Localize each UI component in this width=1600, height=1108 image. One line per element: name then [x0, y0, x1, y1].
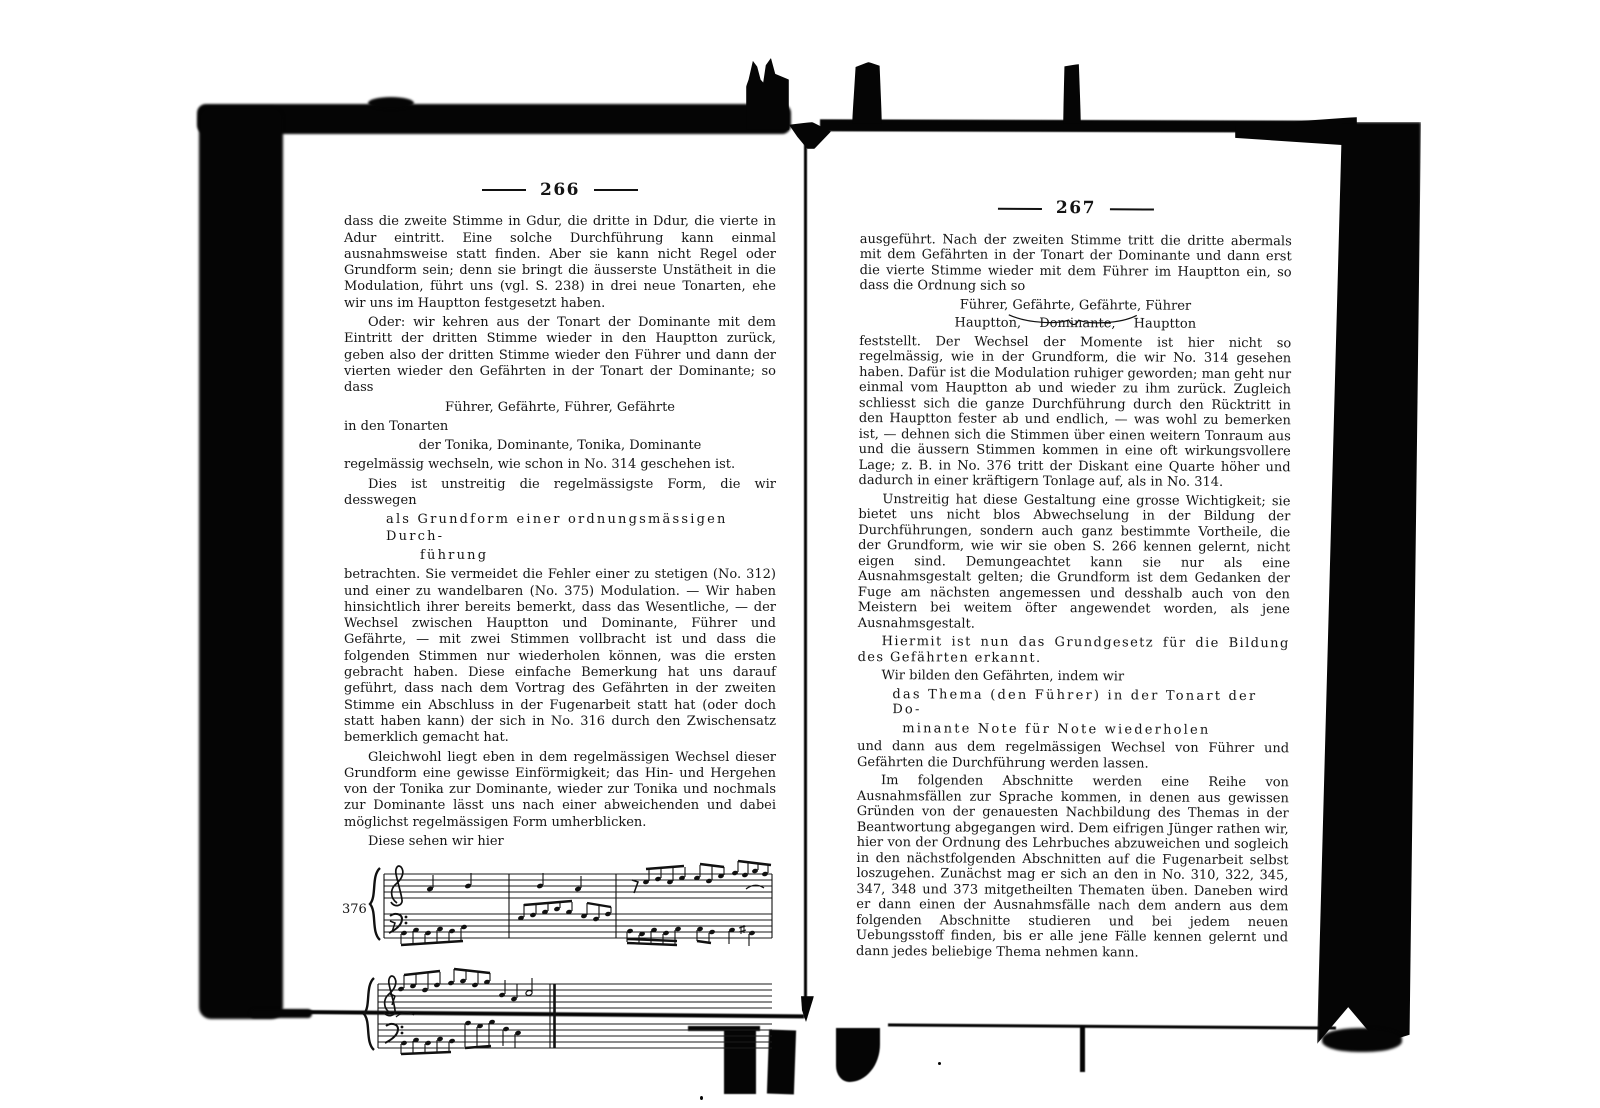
scan-tick-bottom [1080, 1026, 1085, 1072]
scan-speck [700, 1096, 703, 1100]
paragraph: und dann aus dem regelmässigen Wechsel von Führer und Gefährten die Durchführung werden lassen. [857, 738, 1290, 772]
page-266 [344, 182, 776, 1068]
paragraph: feststellt. Der Wechsel der Momente ist hier nicht so regelmässig, wie in der Grundform, die wir No. 314 gesehen haben. Dafür ist die Modulation ruhiger geworden; man geht nur einmal vom Hauptton ab und wieder zu ihm zurück. Zugleich schliesst sich die ganze Durchführung durch den Rücktritt in den Hauptton fester ab und endlich, — was wohl zu bemerken ist, — dehnen sich die Stimmen über einen weitern Tonraum aus und die äussern Stimmen kommen in eine oft wirkungsvollere Lage; z. B. in No. 376 tritt der Diskant eine Quarte höher und dadurch in einer kräftigern Tonlage auf, als in No. 314. [858, 333, 1292, 490]
page-header [860, 200, 1292, 218]
paragraph: Im folgenden Abschnitte werden eine Reihe von Ausnahmsfällen zur Sprache kommen, in denen aus gewissen Gründen von der genauesten Nachbildung des Themas in der Beantwortung abgegangen wird. Dem eifrigen Jünger rathen wir, hier von der Ordnung des Lehrbuches abzuweichen und sogleich in den nächstfolgenden Abschnitten auf die Fugenarbeit selbst loszugehen. Zunächst mag er sich an den in No. 310, 322, 345, 347, 348 und 373 mitgetheilten Thematen üben. Daneben wird er dann einen der Ausnahmsfälle nach dem andern aus dem folgenden Abschnitte studieren und bei jedem neuen Uebungsstoff finden, bis er alle jene Fälle kennen gelernt und dann jedes beliebige Thema nehmen kann. [856, 773, 1289, 960]
emphasis-paragraph: Hiermit ist nun das Grundgesetz für die Bildung des Gefährten erkannt. [857, 634, 1290, 666]
scan-border-top-left [197, 104, 791, 134]
sequence-voices [859, 296, 1291, 314]
emphasis-line: als Grundform einer ordnungsmässigen Durch- [386, 512, 728, 544]
scan-border-left [199, 107, 283, 1019]
sequence-voices: Führer, Gefährte, Führer, Gefährte [444, 399, 675, 415]
paragraph: betrachten. Sie vermeidet die Fehler einer zu stetigen (No. 312) und einer zu wandelbaren (No. 375) Modulation. — Wir haben hinsichtlich ihrer bereits bemerkt, dass das Wesentliche, — der Wechsel zwischen Hauptton und Dominante, Führer und Gefährte, — mit zwei Stimmen vollbracht ist und dass die folgenden Stimmen nur wiederholen können, was die ersten gebracht haben. Diese einfache Bemerkung hat uns darauf geführt, dass nach dem Vortrag des Gefährten in der zweiten Stimme ein Abschluss in der Fugenarbeit statt hat (oder doch statt haben kann) der sich in No. 316 durch den Zwischensatz bemerklich gemacht hat. [344, 567, 776, 746]
page-number: 267 [1055, 198, 1097, 219]
emphasis-line: minante Note für Note wiederholen [902, 720, 1211, 738]
scan-blot-bottom-3 [836, 1028, 880, 1082]
header-rule-right [1110, 208, 1154, 210]
underbrace-icon [1007, 312, 1139, 325]
paragraph: Wir bilden den Gefährten, indem wir [881, 668, 1125, 685]
header-rule-right [594, 189, 638, 191]
sequence-intro: in den Tonarten [344, 418, 449, 434]
page-header [344, 182, 776, 198]
paragraph: Unstreitig hat diese Gestaltung eine grosse Wichtigkeit; sie bietet uns nicht blos Abwechselung in der Bildung der Durchführungen, sondern auch ganz bestimmte Vortheile, die der Grundform, wie wir sie oben S. 266 kennen gelernt, nicht eigen sind. Demungeachtet kann sie nur als eine Ausnahmsgestalt gelten; die Grundform ist dem Gedanken der Fuge am nächsten angemessen und desshalb auch von den Meistern bei weitem öfter angewendet worden, als jene Ausnahmsgestalt. [857, 491, 1291, 632]
scan-mark-top-right-1 [852, 62, 882, 124]
scan-border-right-brush [1322, 1028, 1402, 1052]
scan-border-bottom-left-corner [250, 1009, 312, 1018]
sequence-keys: Hauptton, Dominante, Hauptton [954, 315, 1197, 332]
page-267 [856, 200, 1292, 964]
scan-border-bottom-right [888, 1023, 1336, 1029]
scan-border-right [1317, 122, 1421, 1044]
paragraph: Diese sehen wir hier [368, 833, 504, 849]
scan-speck [938, 1062, 941, 1065]
header-rule-left [998, 207, 1042, 209]
scan-mark-top-right-2 [1063, 64, 1081, 124]
figure-number: 376 [342, 902, 367, 918]
sequence-keys: der Tonika, Dominante, Tonika, Dominante [418, 438, 702, 454]
paragraph: Dies ist unstreitig die regelmässigste Form, die wir desswegen [344, 476, 776, 509]
paragraph: ausgeführt. Nach der zweiten Stimme tritt die dritte abermals mit dem Gefährten in der Tonart der Dominante und dann erst die vierte Stimme wieder mit dem Führer im Hauptton ein, so dass die Ordnung sich so [859, 231, 1292, 294]
music-notation [344, 856, 776, 1068]
page-number: 266 [540, 180, 580, 200]
emphasis-line: das Thema (den Führer) in der Tonart der Do- [892, 686, 1258, 718]
header-rule-left [482, 189, 526, 191]
scan-border-bump [368, 97, 414, 109]
sequence-voices-text: Führer, Gefährte, Gefährte, Führer [959, 297, 1192, 314]
emphasis-line: führung [420, 547, 489, 563]
scan-mark-top-center [746, 58, 789, 130]
paragraph: Oder: wir kehren aus der Tonart der Dominante mit dem Eintritt der dritten Stimme wieder in den Hauptton zurück, geben also der dritten Stimme wieder den Führer und dann der vierten wieder den Gefährten in der Tonart der Dominante; so dass [344, 315, 776, 396]
sequence-note: regelmässig wechseln, wie schon in No. 314 geschehen ist. [344, 457, 736, 473]
scan-gutter-line [804, 130, 807, 1018]
paragraph: dass die zweite Stimme in Gdur, die dritte in Ddur, die vierte in Adur eintritt. Eine solche Durchführung kann einmal ausnahmsweise statt finden. Aber sie kann nicht Regel oder Grundform sein; denn sie bringt die äusserste Unstätheit in die Modulation, führt uns (vgl. S. 238) in drei neue Tonarten, ehe wir uns im Hauptton festgesetzt haben. [344, 214, 776, 311]
music-example-376 [344, 856, 776, 1068]
paragraph: Gleichwohl liegt eben in dem regelmässigen Wechsel dieser Grundform eine gewisse Einförmigkeit; das Hin- und Hergehen von der Tonika zur Dominante, wieder zur Tonika und nochmals zur Dominante lässt uns nach einer abweichenden und dabei möglichst regelmässigen Form umherblicken. [344, 749, 776, 830]
